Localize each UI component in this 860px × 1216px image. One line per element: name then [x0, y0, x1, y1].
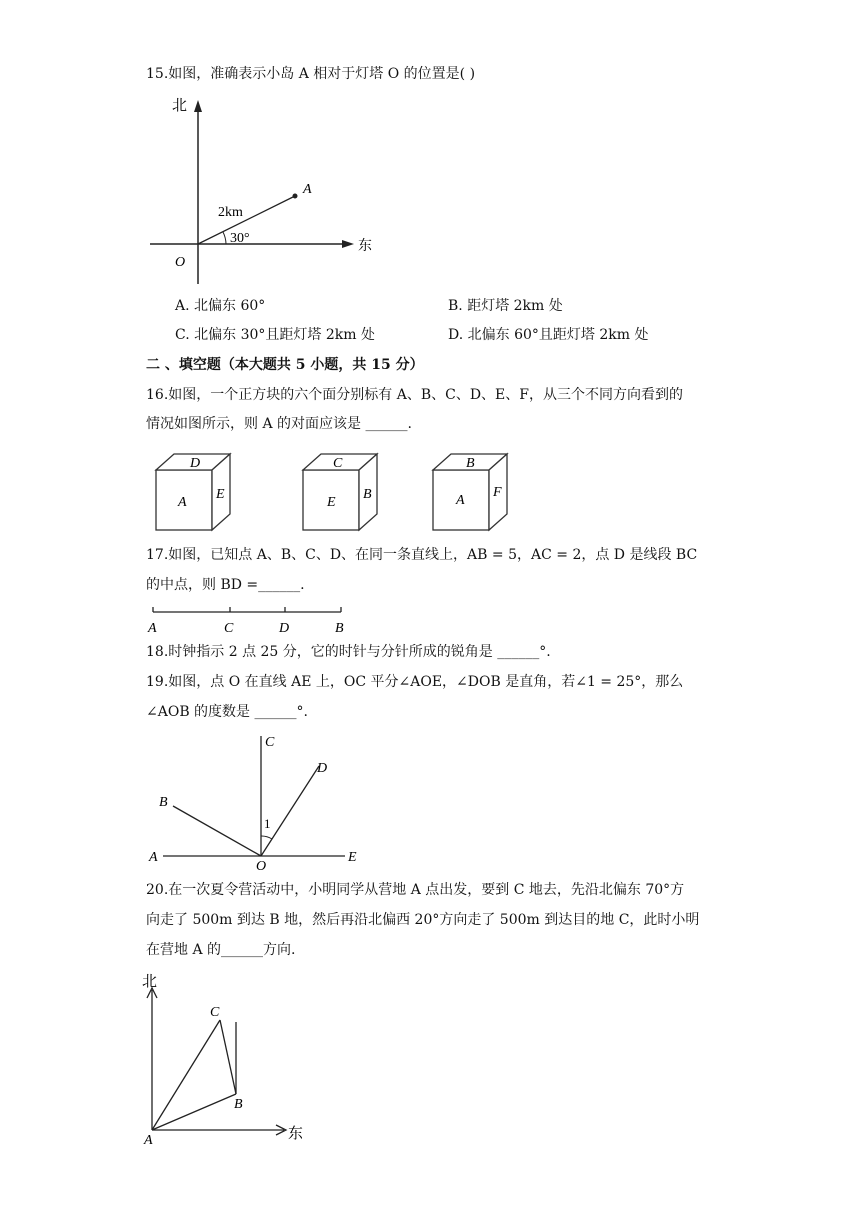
cube-3 [433, 454, 507, 530]
cube-1-top: D [190, 456, 201, 471]
angle-label-e: E [348, 850, 357, 865]
q15-option-d: D. 北偏东 60°且距灯塔 2km 处 [448, 327, 649, 343]
q19-line1: 19.如图，点 O 在直线 AE 上，OC 平分∠AOE，∠DOB 是直角，若∠1 = 25°，那么 [146, 674, 684, 690]
origin-label: O [175, 255, 186, 270]
cube-2 [303, 454, 377, 530]
cube-3-side: F [493, 485, 502, 500]
q20-line3: 在营地 A 的______方向. [146, 942, 296, 958]
angle-label-b: B [159, 795, 168, 810]
q19-line2: ∠AOB 的度数是 ______°. [146, 704, 308, 720]
q15-option-a: A. 北偏东 60° [175, 298, 266, 314]
angle-label: 30° [230, 231, 250, 246]
path-label-a: A [144, 1133, 153, 1148]
path-label-c: C [210, 1005, 220, 1020]
q15-option-c: C. 北偏东 30°且距灯塔 2km 处 [175, 327, 375, 343]
angle-label-a: A [149, 850, 158, 865]
cube-1-front: A [178, 495, 187, 510]
q16-line1: 16.如图，一个正方块的六个面分别标有 A、B、C、D、E、F，从三个不同方向看到的 [146, 387, 683, 403]
q19-angle-figure [145, 730, 375, 874]
seg-label-c: C [224, 621, 234, 636]
q20-line1: 20.在一次夏令营活动中，小明同学从营地 A 点出发，要到 C 地去，先沿北偏东 70°方 [146, 882, 685, 898]
q16-cubes-figure [150, 448, 520, 538]
q17-segment-figure [145, 602, 355, 638]
q18-text: 18.时钟指示 2 点 25 分，它的时针与分针所成的锐角是 ______°. [146, 644, 551, 660]
path-label-b: B [234, 1097, 243, 1112]
cube-2-side: B [363, 487, 372, 502]
cube-3-top: B [466, 456, 475, 471]
q20-line2: 向走了 500m 到达 B 地，然后再沿北偏西 20°方向走了 500m 到达目的地 C，此时小明 [146, 912, 700, 928]
q15-figure [140, 92, 380, 292]
angle-label-c: C [265, 735, 275, 750]
north-label: 北 [142, 974, 158, 990]
east-label: 东 [288, 1126, 304, 1142]
q20-path-figure [140, 968, 320, 1148]
q17-line2: 的中点，则 BD =______. [146, 577, 305, 593]
seg-label-b: B [335, 621, 344, 636]
seg-label-a: A [148, 621, 157, 636]
cube-2-top: C [333, 456, 343, 471]
cube-1-side: E [216, 487, 225, 502]
point-a-dot [293, 194, 298, 199]
east-label: 东 [358, 239, 372, 254]
cube-1 [156, 454, 230, 530]
seg-label-d: D [279, 621, 290, 636]
distance-label: 2km [218, 205, 243, 220]
cube-3-front: A [456, 493, 465, 508]
angle-label-d: D [317, 761, 328, 776]
north-label: 北 [172, 98, 188, 114]
q17-line1: 17.如图，已知点 A、B、C、D、在同一条直线上，AB = 5，AC = 2，点 D 是线段 BC [146, 547, 698, 563]
q15-stem: 15.如图，准确表示小岛 A 相对于灯塔 O 的位置是( ) [146, 66, 476, 82]
section-title: 二 、填空题（本大题共 5 小题，共 15 分） [146, 357, 424, 373]
angle-label-1: 1 [264, 816, 271, 831]
point-a-label: A [303, 182, 312, 197]
q15-option-b: B. 距灯塔 2km 处 [448, 298, 563, 314]
cube-2-front: E [327, 495, 336, 510]
north-arrow-icon [194, 100, 202, 112]
q16-line2: 情况如图所示，则 A 的对面应该是 ______. [146, 416, 412, 432]
east-arrow-icon [342, 240, 354, 248]
angle-label-o: O [256, 859, 267, 874]
